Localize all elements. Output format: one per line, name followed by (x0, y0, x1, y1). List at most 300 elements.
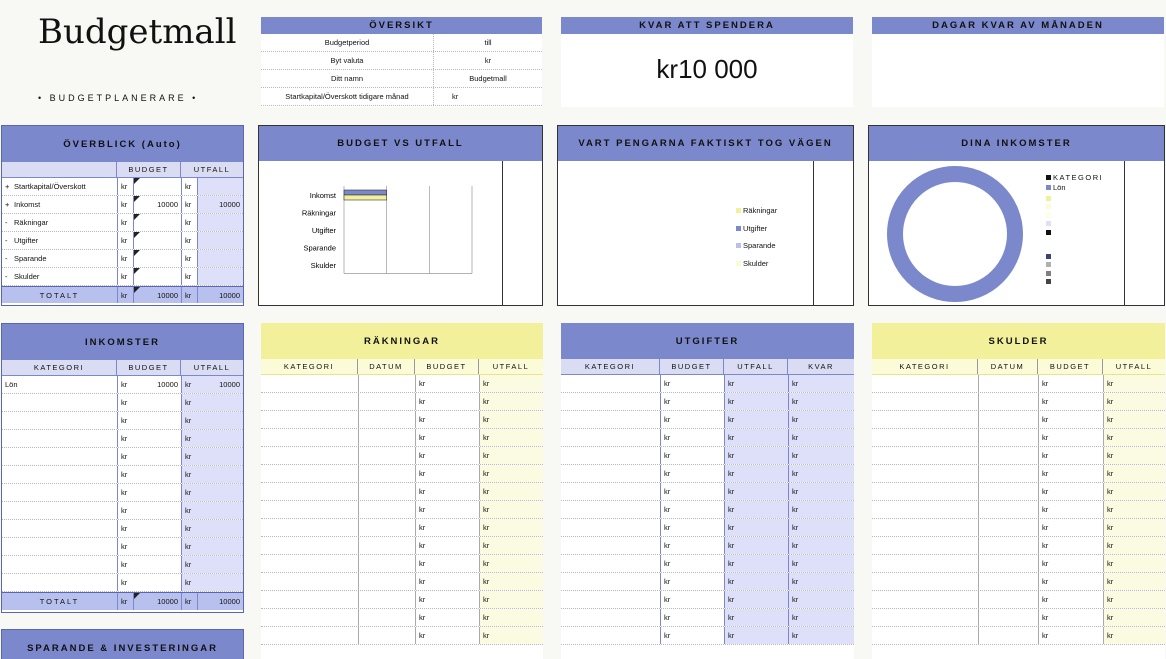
budget-cell[interactable]: 10000 (157, 380, 178, 389)
sign: + (5, 182, 10, 191)
currency-cell: kr (788, 429, 854, 446)
input-cell[interactable] (872, 465, 978, 482)
currency-cell: kr (788, 591, 854, 608)
input-cell[interactable] (261, 447, 358, 464)
utfall-cell[interactable] (197, 394, 243, 411)
input-cell[interactable] (872, 411, 978, 428)
input-cell[interactable] (358, 429, 415, 446)
overblick-row: - Räkningar kr kr (2, 214, 243, 232)
budget-cell[interactable] (133, 448, 181, 465)
table-row: kr kr (2, 394, 243, 412)
currency-cell: kr (788, 609, 854, 626)
skulder-colhead: KATEGORI DATUM BUDGET UTFALL (872, 359, 1165, 375)
table-row: kr kr (2, 448, 243, 466)
table-row (561, 393, 854, 411)
currency-cell: kr (724, 465, 788, 482)
currency-cell: kr (479, 393, 543, 410)
category-label: Skulder (310, 261, 336, 270)
input-cell[interactable] (978, 573, 1038, 590)
input-cell[interactable] (872, 573, 978, 590)
input-cell[interactable] (358, 519, 415, 536)
input-cell[interactable] (872, 519, 978, 536)
input-cell[interactable] (978, 483, 1038, 500)
currency-cell: kr (1103, 573, 1165, 590)
currency-cell: kr (479, 429, 543, 446)
overblick-label: Sparande (14, 254, 47, 263)
currency-cell: kr (1103, 393, 1165, 410)
budget-vs-utfall-panel (258, 125, 543, 306)
currency-cell: kr (1038, 393, 1103, 410)
oversikt-value[interactable]: kr (433, 88, 542, 105)
table-row (561, 591, 854, 609)
table-row (261, 393, 543, 411)
input-cell[interactable] (261, 465, 358, 482)
currency-cell: kr (724, 375, 788, 392)
overblick-colhead (2, 162, 243, 178)
bar (344, 195, 387, 200)
utgifter-panel (561, 323, 854, 659)
overblick-header: ÖVERBLICK (Auto) (2, 126, 243, 162)
kategori-cell[interactable] (2, 520, 117, 537)
input-cell[interactable] (872, 627, 978, 644)
kvar-header: KVAR ATT SPENDERA (561, 17, 853, 34)
input-cell[interactable] (261, 483, 358, 500)
currency-cell: kr (788, 555, 854, 572)
input-cell[interactable] (261, 519, 358, 536)
utfall-cell[interactable] (197, 448, 243, 465)
input-cell[interactable] (261, 555, 358, 572)
inkomster-panel (1, 323, 244, 613)
legend-swatch (1046, 213, 1051, 218)
budget-cell[interactable] (133, 520, 181, 537)
table-row (872, 501, 1165, 519)
input-cell[interactable] (561, 447, 660, 464)
total-utfall: 10000 (197, 287, 243, 303)
overblick-utfall (197, 250, 243, 267)
table-row (872, 519, 1165, 537)
kategori-cell[interactable] (2, 448, 117, 465)
input-cell[interactable] (978, 447, 1038, 464)
currency-cell: kr (788, 519, 854, 536)
sparande-panel (1, 629, 244, 659)
input-cell[interactable] (358, 537, 415, 554)
currency-cell: kr (1038, 429, 1103, 446)
utgifter-colhead: KATEGORI BUDGET UTFALL KVAR (561, 359, 854, 375)
currency-cell: kr (415, 519, 479, 536)
currency-cell: kr (724, 447, 788, 464)
kvar-panel (561, 17, 853, 107)
currency-cell: kr (1103, 429, 1165, 446)
currency-cell: kr (724, 627, 788, 644)
currency-cell: kr (660, 555, 724, 572)
legend-label: Sparande (743, 241, 776, 251)
kategori-cell[interactable] (2, 484, 117, 501)
currency-cell: kr (660, 393, 724, 410)
input-cell[interactable] (561, 465, 660, 482)
currency-cell: kr (415, 465, 479, 482)
input-cell[interactable] (561, 393, 660, 410)
currency-cell: kr (1103, 591, 1165, 608)
input-cell[interactable] (561, 483, 660, 500)
kategori-cell[interactable] (2, 466, 117, 483)
input-cell[interactable] (261, 375, 358, 392)
oversikt-panel (261, 17, 542, 107)
input-cell[interactable] (978, 411, 1038, 428)
input-cell[interactable] (261, 627, 358, 644)
table-row (261, 429, 543, 447)
kategori-cell[interactable] (2, 412, 117, 429)
input-cell[interactable] (872, 393, 978, 410)
legend-title-text: KATEGORI (1053, 172, 1104, 182)
budget-cell[interactable] (133, 556, 181, 573)
currency-cell: kr (479, 519, 543, 536)
overblick-budget (133, 250, 181, 267)
utfall-cell[interactable] (197, 430, 243, 447)
dina-panel (868, 125, 1165, 306)
input-cell[interactable] (261, 411, 358, 428)
currency-cell: kr (660, 573, 724, 590)
utfall-cell[interactable] (197, 502, 243, 519)
currency-cell: kr (415, 573, 479, 590)
currency-cell: kr (660, 627, 724, 644)
currency-cell: kr (479, 447, 543, 464)
currency-cell: kr (1038, 573, 1103, 590)
currency-cell: kr (1103, 465, 1165, 482)
table-row (261, 591, 543, 609)
currency-cell: kr (724, 501, 788, 518)
input-cell[interactable] (561, 501, 660, 518)
currency-cell: kr (660, 609, 724, 626)
input-cell[interactable] (358, 609, 415, 626)
legend-swatch (1046, 279, 1051, 284)
oversikt-row (261, 34, 542, 52)
currency-cell: kr (660, 465, 724, 482)
currency-cell: kr (479, 537, 543, 554)
legend-swatch (1046, 204, 1051, 209)
input-cell[interactable] (872, 501, 978, 518)
currency-cell: kr (788, 573, 854, 590)
table-row (561, 537, 854, 555)
input-cell[interactable] (978, 429, 1038, 446)
table-row: kr kr (2, 430, 243, 448)
input-cell[interactable] (978, 537, 1038, 554)
currency-cell: kr (1038, 447, 1103, 464)
currency-cell: kr (788, 537, 854, 554)
table-row (872, 393, 1165, 411)
currency-cell: kr (724, 591, 788, 608)
currency-cell: kr (788, 393, 854, 410)
table-row (261, 609, 543, 627)
table-row (872, 609, 1165, 627)
col-utfall: UTFALL (193, 165, 231, 174)
currency-cell: kr (788, 375, 854, 392)
currency-cell: kr (788, 501, 854, 518)
input-cell[interactable] (561, 537, 660, 554)
overblick-row: + Inkomst kr 10000 kr 10000 (2, 196, 243, 214)
input-cell[interactable] (358, 555, 415, 572)
utgifter-header: UTGIFTER (561, 323, 854, 359)
oversikt-value[interactable]: kr (433, 52, 542, 69)
utfall-cell[interactable]: 10000 (197, 376, 243, 393)
input-cell[interactable] (358, 501, 415, 518)
input-cell[interactable] (978, 627, 1038, 644)
sign: - (5, 218, 8, 227)
currency-cell: kr (724, 609, 788, 626)
table-row: kr kr (2, 556, 243, 574)
table-row (872, 429, 1165, 447)
input-cell[interactable] (261, 573, 358, 590)
currency-cell: kr (1103, 483, 1165, 500)
input-cell[interactable] (561, 591, 660, 608)
table-row: kr kr (2, 502, 243, 520)
table-row (872, 375, 1165, 393)
page-title: Budgetmall (38, 12, 237, 52)
input-cell[interactable] (561, 375, 660, 392)
vart-legend (736, 202, 777, 272)
table-row (561, 483, 854, 501)
utfall-cell[interactable] (197, 484, 243, 501)
table-row (561, 609, 854, 627)
input-cell[interactable] (358, 627, 415, 644)
table-row (872, 447, 1165, 465)
budget-cell[interactable] (133, 484, 181, 501)
budget-cell[interactable] (133, 538, 181, 555)
currency-cell: kr (415, 609, 479, 626)
currency-cell: kr (660, 537, 724, 554)
utfall-cell[interactable] (197, 520, 243, 537)
table-row: kr kr (2, 538, 243, 556)
vart-panel (557, 125, 854, 306)
kategori-cell[interactable] (2, 394, 117, 411)
input-cell[interactable] (872, 429, 978, 446)
budget-cell[interactable] (133, 394, 181, 411)
input-cell[interactable] (261, 537, 358, 554)
legend-swatch (1046, 221, 1051, 226)
overblick-budget: 10000 (133, 196, 181, 213)
table-row: kr kr (2, 484, 243, 502)
legend-item (736, 255, 777, 273)
currency-cell: kr (415, 501, 479, 518)
kategori-cell[interactable]: Lön (5, 380, 18, 389)
legend-item (736, 220, 777, 238)
legend-swatch (1046, 175, 1051, 180)
currency-cell: kr (479, 483, 543, 500)
utfall-cell[interactable] (197, 412, 243, 429)
utfall-cell[interactable] (197, 574, 243, 591)
oversikt-row (261, 88, 542, 106)
currency-cell: kr (479, 465, 543, 482)
skulder-header: SKULDER (872, 323, 1165, 359)
currency-cell: kr (724, 555, 788, 572)
sign: - (5, 254, 8, 263)
input-cell[interactable] (261, 429, 358, 446)
overblick-label: Skulder (14, 272, 40, 281)
overblick-budget (133, 214, 181, 231)
currency-cell: kr (415, 555, 479, 572)
utfall-cell[interactable] (197, 466, 243, 483)
table-row: kr kr (2, 520, 243, 538)
sign: + (5, 200, 10, 209)
input-cell[interactable] (872, 483, 978, 500)
input-cell[interactable] (872, 555, 978, 572)
input-cell[interactable] (358, 483, 415, 500)
legend-swatch (1046, 196, 1051, 201)
input-cell[interactable] (561, 411, 660, 428)
budget-cell[interactable] (133, 412, 181, 429)
table-row (561, 555, 854, 573)
input-cell[interactable] (561, 573, 660, 590)
input-cell[interactable] (978, 465, 1038, 482)
currency-cell: kr (479, 591, 543, 608)
inkomster-header: INKOMSTER (2, 324, 243, 360)
input-cell[interactable] (358, 375, 415, 392)
overblick-utfall (197, 178, 243, 195)
rakningar-colhead: KATEGORI DATUM BUDGET UTFALL (261, 359, 543, 375)
category-label: Inkomst (309, 191, 336, 200)
input-cell[interactable] (872, 591, 978, 608)
input-cell[interactable] (978, 555, 1038, 572)
kategori-cell[interactable] (2, 574, 117, 591)
legend-swatch (1046, 185, 1051, 190)
overblick-total-row: TOTALT kr 10000 kr 10000 (2, 286, 243, 303)
input-cell[interactable] (358, 411, 415, 428)
oversikt-header: ÖVERSIKT (261, 17, 542, 34)
input-cell[interactable] (358, 447, 415, 464)
currency-cell: kr (1103, 519, 1165, 536)
currency-cell: kr (479, 411, 543, 428)
overblick-utfall (197, 232, 243, 249)
table-row (872, 555, 1165, 573)
legend-item (736, 237, 777, 255)
currency-cell: kr (788, 411, 854, 428)
input-cell[interactable] (561, 627, 660, 644)
oversikt-label: Budgetperiod (324, 38, 370, 47)
overblick-row: + Startkapital/Överskott kr kr (2, 178, 243, 196)
currency-cell: kr (1103, 537, 1165, 554)
currency-cell: kr (1038, 627, 1103, 644)
budget-cell[interactable] (133, 574, 181, 591)
currency-cell: kr (415, 447, 479, 464)
kategori-cell[interactable] (2, 556, 117, 573)
kategori-cell[interactable] (2, 430, 117, 447)
oversikt-row (261, 52, 542, 70)
legend-swatch (1046, 230, 1051, 235)
input-cell[interactable] (978, 519, 1038, 536)
currency-cell: kr (1038, 501, 1103, 518)
currency-cell: kr (415, 411, 479, 428)
dagar-header: DAGAR KVAR AV MÅNADEN (872, 17, 1164, 34)
input-cell[interactable] (872, 609, 978, 626)
inkomster-colhead: KATEGORI BUDGET UTFALL (2, 360, 243, 376)
currency-cell: kr (724, 429, 788, 446)
input-cell[interactable] (561, 519, 660, 536)
currency-cell: kr (415, 483, 479, 500)
currency-cell: kr (1038, 465, 1103, 482)
input-cell[interactable] (978, 375, 1038, 392)
currency-cell: kr (724, 483, 788, 500)
utfall-cell[interactable] (197, 538, 243, 555)
table-row (561, 501, 854, 519)
oversikt-value[interactable]: Budgetmall (433, 70, 542, 87)
table-row: kr kr (2, 412, 243, 430)
overblick-utfall (197, 268, 243, 285)
currency-cell: kr (479, 375, 543, 392)
currency-cell: kr (479, 627, 543, 644)
input-cell[interactable] (358, 465, 415, 482)
overblick-row: - Sparande kr kr (2, 250, 243, 268)
currency-cell: kr (1103, 627, 1165, 644)
currency-cell: kr (660, 411, 724, 428)
dina-header: DINA INKOMSTER (869, 126, 1164, 161)
input-cell[interactable] (561, 609, 660, 626)
input-cell[interactable] (978, 393, 1038, 410)
kategori-cell[interactable] (2, 502, 117, 519)
table-row (261, 483, 543, 501)
currency-cell: kr (660, 501, 724, 518)
currency-cell: kr (724, 537, 788, 554)
input-cell[interactable] (978, 609, 1038, 626)
skulder-panel (872, 323, 1165, 659)
currency-cell: kr (1103, 609, 1165, 626)
input-cell[interactable] (358, 393, 415, 410)
table-row (561, 573, 854, 591)
input-cell[interactable] (358, 573, 415, 590)
rakningar-header: RÄKNINGAR (261, 323, 543, 359)
table-row (872, 627, 1165, 645)
input-cell[interactable] (872, 375, 978, 392)
table-row (261, 537, 543, 555)
input-cell[interactable] (978, 591, 1038, 608)
currency-cell: kr (660, 483, 724, 500)
bar (344, 190, 387, 195)
input-cell[interactable] (261, 393, 358, 410)
currency-cell: kr (1038, 483, 1103, 500)
currency-cell: kr (479, 609, 543, 626)
budget-cell[interactable] (133, 466, 181, 483)
currency-cell: kr (660, 519, 724, 536)
input-cell[interactable] (872, 537, 978, 554)
input-cell[interactable] (261, 501, 358, 518)
input-cell[interactable] (561, 429, 660, 446)
table-row (261, 375, 543, 393)
input-cell[interactable] (261, 609, 358, 626)
oversikt-label: Byt valuta (330, 56, 364, 65)
oversikt-value[interactable]: till (433, 34, 542, 51)
currency-cell: kr (1038, 609, 1103, 626)
input-cell[interactable] (261, 591, 358, 608)
category-label: Utgifter (311, 226, 336, 235)
oversikt-label: Ditt namn (330, 74, 364, 83)
currency-cell: kr (1103, 501, 1165, 518)
budget-cell[interactable] (133, 502, 181, 519)
kategori-cell[interactable] (2, 538, 117, 555)
donut-slice (895, 174, 1015, 294)
table-row (261, 501, 543, 519)
legend-item (1046, 182, 1103, 192)
utfall-cell[interactable] (197, 556, 243, 573)
currency-cell: kr (415, 375, 479, 392)
currency-cell: kr (415, 393, 479, 410)
input-cell[interactable] (872, 447, 978, 464)
input-cell[interactable] (358, 591, 415, 608)
input-cell[interactable] (978, 501, 1038, 518)
budget-cell[interactable] (133, 430, 181, 447)
currency-cell: kr (415, 537, 479, 554)
currency-cell: kr (415, 591, 479, 608)
category-label: Sparande (303, 243, 336, 253)
legend-swatch (1046, 271, 1051, 276)
input-cell[interactable] (561, 555, 660, 572)
